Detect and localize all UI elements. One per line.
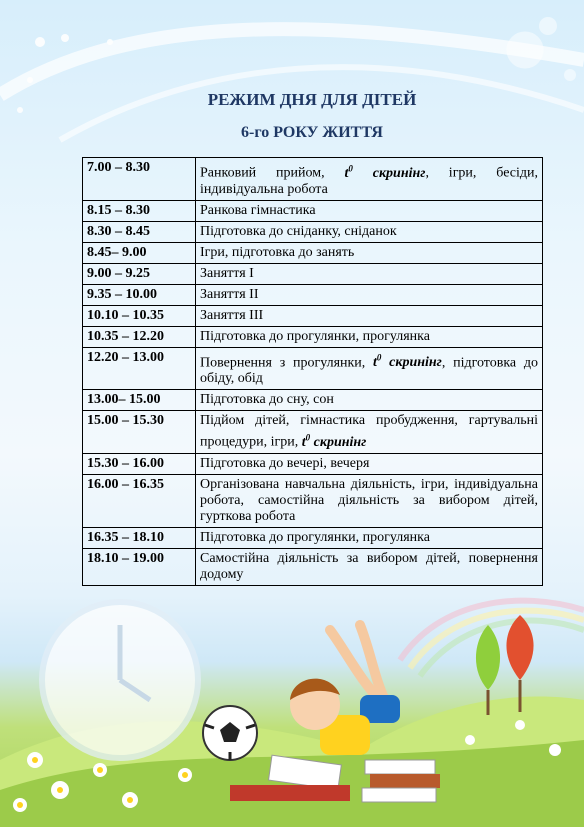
activity-cell: Організована навчальна діяльність, ігри, індивідуальна робота, самостійна діяльність за вибором дітей, гурткова робота	[196, 474, 543, 527]
table-row	[83, 305, 543, 326]
time-cell: 10.10 – 10.35	[83, 305, 196, 326]
page-subtitle: 6-го РОКУ ЖИТТЯ	[241, 124, 383, 141]
table-row	[83, 200, 543, 221]
time-cell: 12.20 – 13.00	[83, 347, 196, 390]
books-icon	[362, 760, 440, 802]
table-row	[83, 347, 543, 390]
table-row	[83, 527, 543, 548]
table-row	[83, 474, 543, 527]
time-cell: 10.35 – 12.20	[83, 326, 196, 347]
activity-cell: Підготовка до прогулянки, прогулянка	[196, 527, 543, 548]
time-cell: 15.00 – 15.30	[83, 411, 196, 454]
table-row	[83, 390, 543, 411]
schedule-table	[82, 157, 543, 586]
table-row	[83, 158, 543, 201]
screening-term: $t^0$ скринінг	[301, 432, 367, 450]
time-cell: 9.00 – 9.25	[83, 263, 196, 284]
page-title: РЕЖИМ ДНЯ ДЛЯ ДІТЕЙ	[207, 90, 417, 109]
activity-cell: Ранковий прийом, $t^0$ скринінг, ігри, бесіди, індивідуальна робота	[196, 158, 543, 201]
time-cell: 8.45– 9.00	[83, 242, 196, 263]
activity-cell: Заняття ІІІ	[196, 305, 543, 326]
table-row	[83, 548, 543, 585]
time-cell: 8.15 – 8.30	[83, 200, 196, 221]
time-cell: 15.30 – 16.00	[83, 453, 196, 474]
activity-cell: Підготовка до вечері, вечеря	[196, 453, 543, 474]
table-row	[83, 453, 543, 474]
time-cell: 18.10 – 19.00	[83, 548, 196, 585]
activity-cell: Повернення з прогулянки, $t^0$ скринінг, підготовка до обіду, обід	[196, 347, 543, 390]
table-row	[83, 221, 543, 242]
activity-cell: Ранкова гімнастика	[196, 200, 543, 221]
activity-cell: Підготовка до прогулянки, прогулянка	[196, 326, 543, 347]
time-cell: 8.30 – 8.45	[83, 221, 196, 242]
screening-term: $t^0$ скринінг	[344, 163, 426, 181]
activity-cell: Самостійна діяльність за вибором дітей, повернення додому	[196, 548, 543, 585]
screening-term: $t^0$ скринінг	[373, 352, 442, 371]
table-row	[83, 242, 543, 263]
table-row	[83, 263, 543, 284]
table-row	[83, 284, 543, 305]
time-cell: 13.00– 15.00	[83, 390, 196, 411]
activity-cell: Підготовка до сніданку, сніданок	[196, 221, 543, 242]
time-cell: 7.00 – 8.30	[83, 158, 196, 201]
soccer-ball-icon	[203, 706, 257, 760]
table-row	[83, 326, 543, 347]
activity-cell: Підготовка до сну, сон	[196, 390, 543, 411]
activity-cell: Заняття ІІ	[196, 284, 543, 305]
activity-cell: Заняття І	[196, 263, 543, 284]
time-cell: 9.35 – 10.00	[83, 284, 196, 305]
time-cell: 16.00 – 16.35	[83, 474, 196, 527]
table-row	[83, 411, 543, 454]
activity-cell: Підйом дітей, гімнастика пробудження, гартувальні процедури, ігри, $t^0$ скринінг	[196, 411, 543, 454]
time-cell: 16.35 – 18.10	[83, 527, 196, 548]
clock-icon	[42, 602, 198, 758]
activity-cell: Ігри, підготовка до занять	[196, 242, 543, 263]
